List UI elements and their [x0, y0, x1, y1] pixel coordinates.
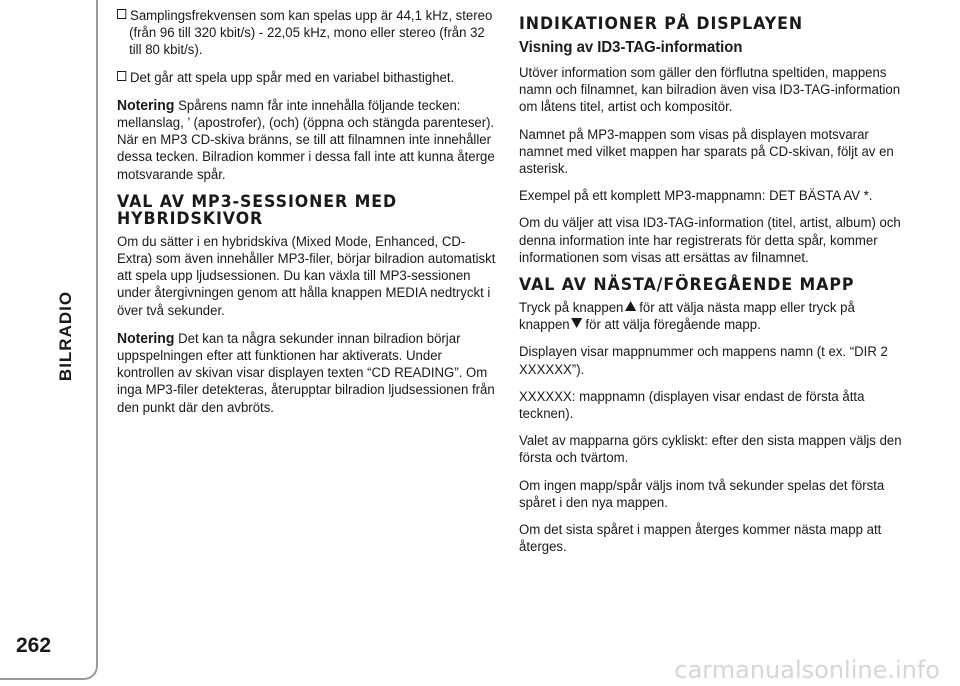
triangle-up-icon — [625, 301, 636, 311]
left-column — [117, 8, 498, 427]
watermark: carmanualsonline.info — [674, 656, 940, 684]
section-heading: VAL AV MP3-SESSIONER MED HYBRIDSKIVOR — [117, 191, 398, 229]
checkbox-bullet-icon — [117, 71, 126, 81]
paragraph: Om det sista spåret i mappen återges kommer nästa mapp att återges. — [519, 522, 882, 556]
page-number: 262 — [16, 634, 52, 657]
section-heading: INDIKATIONER PÅ DISPLAYEN — [519, 14, 804, 34]
note-paragraph: Notering Spårens namn får inte innehålla följande tecken: mellanslag, ’ (apostrofer), (och) (öppna och stängda parenteser). När en MP3 CD-skiva bränns, se till att filnamnen inte innehåller dessa tecken. Bilradion kommer i dessa fall inte att kunna återge motsvarande spår. — [117, 96, 495, 183]
section-label: BILRADIO — [56, 290, 75, 382]
note-label: Notering — [117, 96, 175, 114]
paragraph: Valet av mapparna görs cykliskt: efter den sista mappen väljs den första och tvärtom. — [519, 433, 902, 467]
sidebar — [0, 0, 98, 680]
bullet-item: Samplingsfrekvensen som kan spelas upp är 44,1 kHz, stereo (från 96 till 320 kbit/s) - 22,05 kHz, mono eller stereo (från 32 till 80 kbit/s). — [117, 8, 498, 60]
paragraph: XXXXXX: mappnamn (displayen visar endast de första åtta tecknen). — [519, 388, 865, 423]
bullet-item: Det går att spela upp spår med en variabel bithastighet. — [117, 70, 498, 87]
triangle-down-icon — [571, 318, 582, 328]
note-paragraph: Notering Det kan ta några sekunder innan bilradion börjar uppspelningen efter att funktionen har aktiverats. Under kontrollen av skivan visar displayen texten “CD READING”. Om inga MP3-filer detekteras, återupptar bilradion ljudsessionen från den punkt där den avbröts. — [117, 329, 495, 416]
paragraph: Tryck på knappen för att välja nästa mapp eller tryck på knappen för att välja föregående mapp. — [519, 300, 855, 334]
checkbox-bullet-icon — [117, 9, 126, 19]
paragraph: Namnet på MP3-mappen som visas på displayen motsvarar namnet med vilket mappen har sparats på CD-skivan, följt av en asterisk. — [519, 126, 894, 178]
section-heading: VAL AV NÄSTA/FÖREGÅENDE MAPP — [519, 275, 855, 296]
right-column — [519, 8, 904, 566]
paragraph: Om du väljer att visa ID3-TAG-information (titel, artist, album) och denna information inte har registrerats för detta spår, kommer informationen som visas att ersättas av filnamnet. — [519, 215, 901, 266]
paragraph: Displayen visar mappnummer och mappens namn (t ex. “DIR 2 XXXXXX”). — [519, 344, 888, 378]
note-label: Notering — [117, 329, 175, 347]
paragraph: Om ingen mapp/spår väljs inom två sekunder spelas det första spåret i den nya mappen. — [519, 477, 885, 511]
sub-heading: Visning av ID3-TAG-information — [519, 39, 743, 56]
paragraph: Om du sätter i en hybridskiva (Mixed Mode, Enhanced, CD-Extra) som även innehåller MP3-filer, börjar bilradion automatiskt att spela upp ljudsessionen. Du kan växla till MP3-sessionen under återgivningen genom att hålla knappen MEDIA nedtryckt i över två sekunder. — [117, 233, 496, 319]
paragraph: Exempel på ett komplett MP3-mappnamn: DET BÄSTA AV *. — [519, 188, 873, 205]
paragraph: Utöver information som gäller den förflutna speltiden, mappens namn och filnamnet, kan bilradion även visa ID3-TAG-information om låtens titel, artist och kompositör. — [519, 65, 901, 116]
